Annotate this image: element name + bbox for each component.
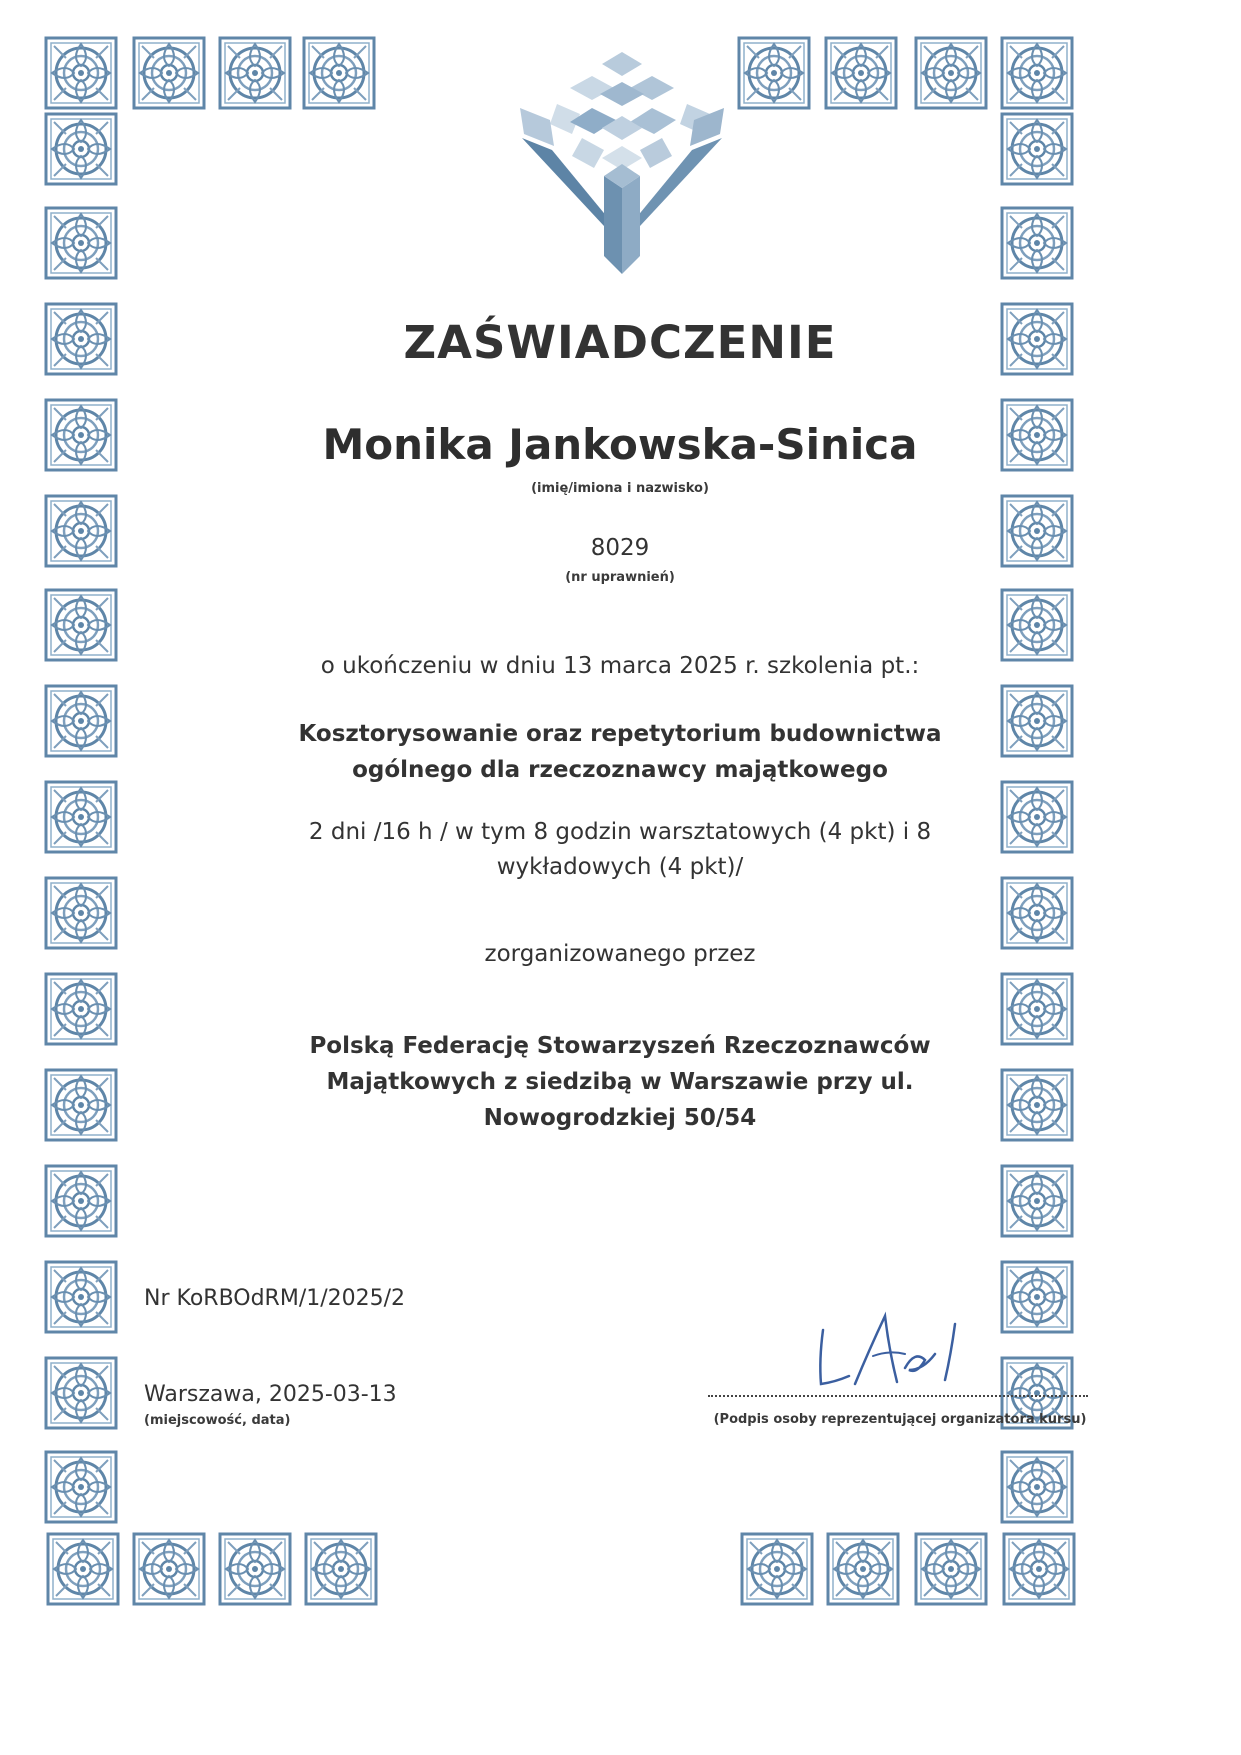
- ornament-tile-icon: [44, 1260, 118, 1334]
- ornament-tile-icon: [1000, 36, 1074, 110]
- course-hours: [140, 815, 1100, 885]
- ornament-tile-icon: [44, 876, 118, 950]
- ornament-tile-icon: [218, 1532, 292, 1606]
- ornament-tile-icon: [1000, 1164, 1074, 1238]
- ornament-tile-icon: [1002, 1532, 1076, 1606]
- ornament-tile-icon: [44, 112, 118, 186]
- ornament-tile-icon: [1000, 1450, 1074, 1524]
- ornament-tile-icon: [302, 36, 376, 110]
- ornament-tile-icon: [44, 1356, 118, 1430]
- organizer-line: Nowogrodzkiej 50/54: [483, 1105, 757, 1131]
- ornament-tile-icon: [44, 494, 118, 568]
- ornament-tile-icon: [1000, 1260, 1074, 1334]
- organizer: [140, 1028, 1100, 1136]
- ornament-tile-icon: [914, 1532, 988, 1606]
- organizer-line: Majątkowych z siedzibą w Warszawie przy ul.: [326, 1069, 914, 1095]
- license-caption: (nr uprawnień): [565, 570, 675, 585]
- ornament-tile-icon: [1000, 876, 1074, 950]
- recipient-name: Monika Jankowska-Sinica: [322, 420, 918, 469]
- certificate-title: ZAŚWIADCZENIE: [403, 316, 837, 369]
- ornament-tile-icon: [914, 36, 988, 110]
- ornament-tile-icon: [44, 588, 118, 662]
- ornament-tile-icon: [737, 36, 811, 110]
- ornament-tile-icon: [824, 36, 898, 110]
- ornament-tile-icon: [44, 36, 118, 110]
- signature-caption: (Podpis osoby reprezentującej organizatora kursu): [713, 1412, 1087, 1427]
- organized-by: zorganizowanego przez: [484, 941, 756, 967]
- signature-line: [708, 1385, 1088, 1397]
- ornament-tile-icon: [826, 1532, 900, 1606]
- license-number: 8029: [590, 535, 650, 561]
- ornament-tile-icon: [1000, 588, 1074, 662]
- ornament-tile-icon: [44, 206, 118, 280]
- ornament-tile-icon: [44, 972, 118, 1046]
- certificate-number: Nr KoRBOdRM/1/2025/2: [144, 1286, 406, 1311]
- ornament-tile-icon: [132, 36, 206, 110]
- crystal-tree-logo-icon: [512, 42, 732, 274]
- ornament-tile-icon: [44, 780, 118, 854]
- hours-line: wykładowych (4 pkt)/: [496, 854, 744, 880]
- course-title-line: Kosztorysowanie oraz repetytorium budownictwa: [298, 721, 942, 747]
- ornament-tile-icon: [218, 36, 292, 110]
- place-date: Warszawa, 2025-03-13: [144, 1382, 397, 1407]
- ornament-tile-icon: [740, 1532, 814, 1606]
- course-title: [140, 716, 1100, 788]
- organizer-line: Polską Federację Stowarzyszeń Rzeczoznawców: [309, 1033, 931, 1059]
- recipient-caption: (imię/imiona i nazwisko): [531, 481, 709, 496]
- course-title-line: ogólnego dla rzeczoznawcy majątkowego: [352, 757, 888, 783]
- hours-line: 2 dni /16 h / w tym 8 godzin warsztatowych (4 pkt) i 8: [308, 819, 932, 845]
- ornament-tile-icon: [304, 1532, 378, 1606]
- ornament-tile-icon: [44, 1068, 118, 1142]
- ornament-tile-icon: [132, 1532, 206, 1606]
- ornament-tile-icon: [1000, 112, 1074, 186]
- ornament-tile-icon: [44, 1164, 118, 1238]
- ornament-tile-icon: [1000, 206, 1074, 280]
- place-date-caption: (miejscowość, data): [144, 1413, 291, 1428]
- ornament-tile-icon: [44, 302, 118, 376]
- ornament-tile-icon: [44, 684, 118, 758]
- ornament-tile-icon: [44, 398, 118, 472]
- ornament-tile-icon: [46, 1532, 120, 1606]
- completion-line: o ukończeniu w dniu 13 marca 2025 r. szkolenia pt.:: [320, 653, 920, 679]
- ornament-tile-icon: [44, 1450, 118, 1524]
